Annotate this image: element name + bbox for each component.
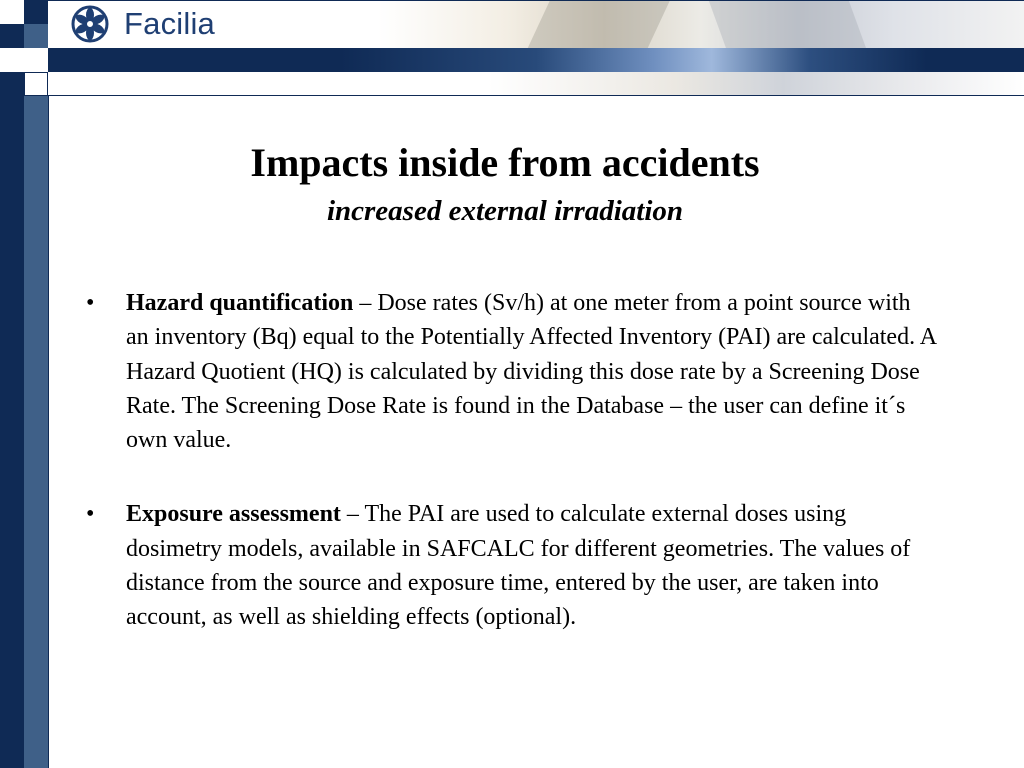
slide-subtitle: increased external irradiation: [326, 195, 684, 227]
bullet-lead: Exposure assessment: [126, 501, 341, 528]
left-decor-bar-edge: [48, 72, 49, 768]
bullet-glyph: •: [86, 501, 95, 528]
header-photo-strip-lower: [488, 72, 1024, 95]
decor-square: [0, 0, 24, 24]
left-decor-bar-dark: [0, 96, 24, 768]
left-decor-bar-mid: [24, 72, 48, 768]
bullet-text: – The PAI are used to calculate external doses using dosimetry models, available in SAFCALC for different geometries. The values of distance from the source and exposure time, entered by the user, are taken into account, as well as shielding effects (optional).: [126, 501, 911, 631]
decor-square: [24, 48, 48, 72]
wheel-icon: [60, 3, 120, 45]
header-photo-strip: [378, 1, 1024, 48]
slide-title: Impacts inside from accidents: [250, 140, 760, 185]
bullet-lead: Hazard quantification: [126, 290, 354, 316]
bullet-text: – Dose rates (Sv/h) at one meter from a point source with an inventory (Bq) equal to the Potentially Affected Inventory (PAI) are calculated. A Hazard Quotient (HQ) is calculated by dividing this dose rate by a Screening Dose Rate. The Screening Dose Rate is found in the Database – the user can define it´s own value.: [126, 290, 936, 454]
decor-square: [0, 24, 24, 48]
bullet-list: [86, 286, 936, 635]
header-navy-band: [48, 48, 1024, 72]
decor-square: [24, 72, 48, 96]
decor-square: [0, 48, 24, 72]
decor-square: [24, 0, 48, 24]
header-light-band: [48, 72, 1024, 96]
decor-square: [24, 24, 48, 48]
logo-text: Facilia: [124, 6, 215, 41]
bullet-item-exposure-assessment: [86, 497, 936, 634]
decor-square: [0, 72, 24, 96]
bullet-glyph: •: [86, 290, 95, 316]
bullet-item-hazard-quantification: [86, 286, 936, 457]
facilia-logo: [60, 3, 215, 45]
